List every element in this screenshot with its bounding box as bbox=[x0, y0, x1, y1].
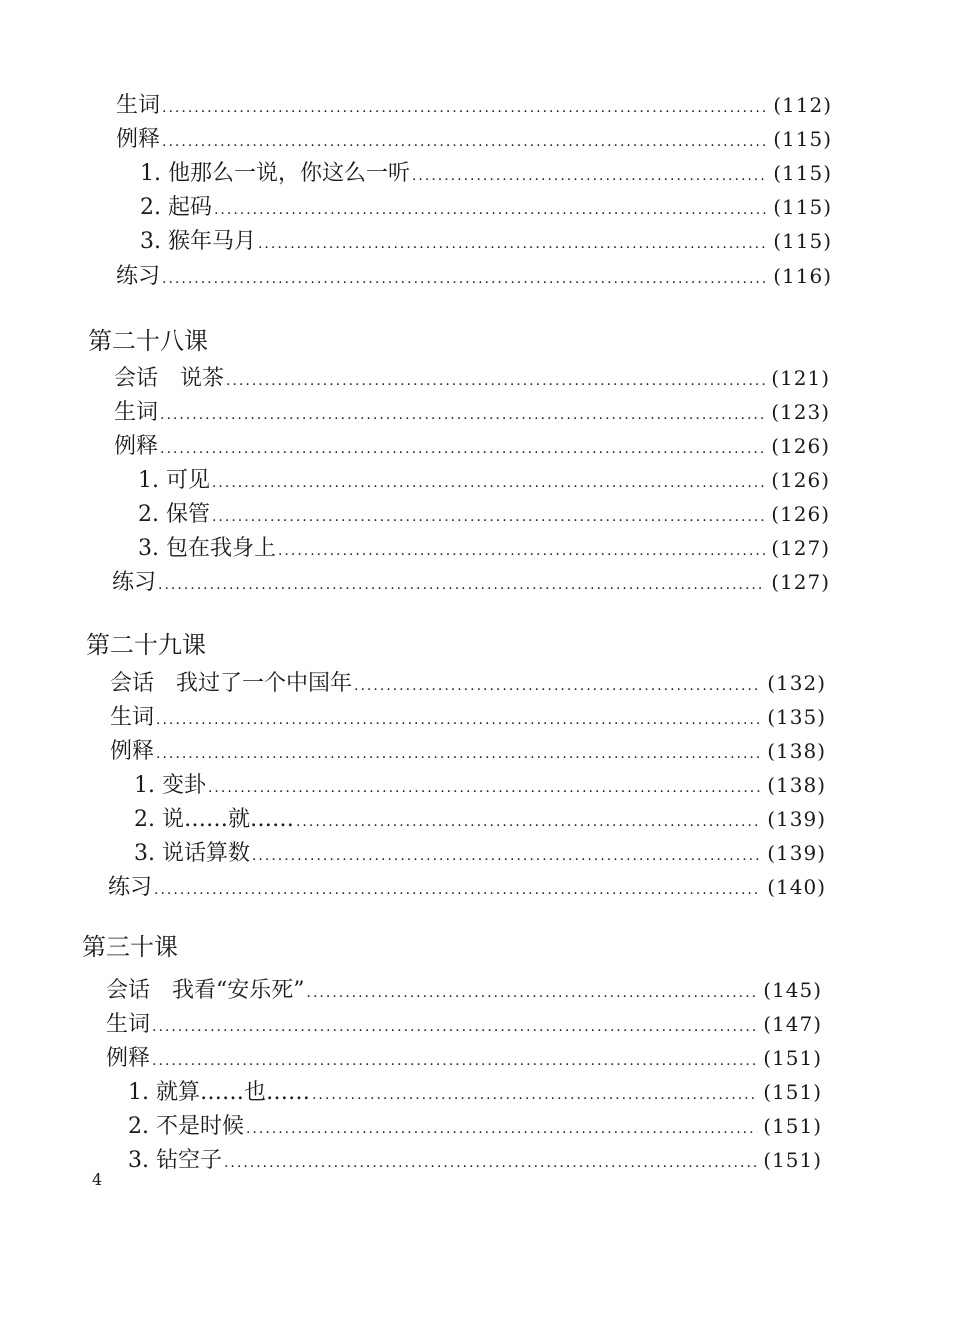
toc-entry[interactable] bbox=[134, 838, 826, 871]
dot-leader bbox=[208, 773, 761, 803]
dot-leader bbox=[258, 229, 767, 259]
page-number: 4 bbox=[92, 1170, 103, 1189]
entry-text: 会话 我过了一个中国年 bbox=[110, 671, 353, 696]
entry-page: (115) bbox=[773, 127, 832, 151]
dot-leader bbox=[162, 127, 767, 157]
entry-text: 会话 说茶 bbox=[114, 366, 225, 391]
lesson-title[interactable]: 第三十课 bbox=[82, 933, 178, 961]
dot-leader bbox=[278, 536, 765, 566]
entry-text: 1. 就算……也…… bbox=[128, 1080, 310, 1105]
entry-page: (126) bbox=[771, 468, 830, 492]
entry-text: 2. 不是时候 bbox=[128, 1114, 244, 1139]
dot-leader bbox=[160, 400, 765, 430]
dot-leader bbox=[252, 841, 761, 871]
toc-entry[interactable] bbox=[108, 872, 826, 905]
lesson-title[interactable]: 第二十九课 bbox=[86, 631, 206, 659]
dot-leader bbox=[212, 468, 765, 498]
toc-entry[interactable] bbox=[134, 770, 826, 803]
entry-page: (123) bbox=[771, 400, 830, 424]
dot-leader bbox=[226, 366, 765, 396]
toc-entry[interactable] bbox=[128, 1111, 822, 1144]
entry-page: (126) bbox=[771, 502, 830, 526]
entry-page: (139) bbox=[767, 807, 826, 831]
dot-leader bbox=[152, 1046, 757, 1076]
toc-entry[interactable] bbox=[116, 124, 832, 157]
entry-text: 2. 起码 bbox=[140, 195, 212, 220]
entry-page: (140) bbox=[767, 875, 826, 899]
entry-page: (126) bbox=[771, 434, 830, 458]
entry-text: 会话 我看“安乐死” bbox=[106, 978, 305, 1003]
toc-entry[interactable] bbox=[116, 90, 832, 123]
entry-text: 例释 bbox=[114, 434, 159, 459]
toc-entry[interactable] bbox=[138, 499, 830, 532]
dot-leader bbox=[246, 1114, 757, 1144]
entry-text: 练习 bbox=[116, 264, 161, 289]
dot-leader bbox=[307, 978, 758, 1008]
dot-leader bbox=[156, 739, 761, 769]
entry-page: (151) bbox=[763, 1114, 822, 1138]
dot-leader bbox=[162, 264, 767, 294]
entry-text: 例释 bbox=[116, 127, 161, 152]
entry-page: (127) bbox=[771, 570, 830, 594]
entry-page: (147) bbox=[763, 1012, 822, 1036]
entry-page: (151) bbox=[763, 1046, 822, 1070]
entry-text: 生词 bbox=[114, 400, 159, 425]
entry-text: 3. 说话算数 bbox=[134, 841, 250, 866]
entry-page: (132) bbox=[767, 671, 826, 695]
entry-text: 生词 bbox=[106, 1012, 151, 1037]
dot-leader bbox=[214, 195, 767, 225]
entry-page: (116) bbox=[773, 264, 832, 288]
toc-entry[interactable] bbox=[106, 975, 822, 1008]
entry-text: 例释 bbox=[106, 1046, 151, 1071]
entry-text: 练习 bbox=[108, 875, 153, 900]
toc-entry[interactable] bbox=[116, 261, 832, 294]
entry-text: 生词 bbox=[110, 705, 155, 730]
entry-page: (138) bbox=[767, 739, 826, 763]
dot-leader bbox=[160, 434, 765, 464]
toc-entry[interactable] bbox=[128, 1077, 822, 1110]
entry-page: (115) bbox=[773, 161, 832, 185]
entry-text: 3. 猴年马月 bbox=[140, 229, 256, 254]
entry-text: 2. 说……就…… bbox=[134, 807, 294, 832]
dot-leader bbox=[156, 705, 761, 735]
dot-leader bbox=[152, 1012, 757, 1042]
lesson-title[interactable]: 第二十八课 bbox=[88, 327, 208, 355]
toc-entry[interactable] bbox=[138, 533, 830, 566]
entry-page: (145) bbox=[763, 978, 822, 1002]
entry-page: (138) bbox=[767, 773, 826, 797]
entry-text: 1. 可见 bbox=[138, 468, 210, 493]
entry-text: 3. 包在我身上 bbox=[138, 536, 276, 561]
dot-leader bbox=[354, 671, 761, 701]
toc-entry[interactable] bbox=[106, 1009, 822, 1042]
toc-entry[interactable] bbox=[114, 363, 830, 396]
toc-entry[interactable] bbox=[106, 1043, 822, 1076]
dot-leader bbox=[312, 1080, 757, 1110]
entry-page: (112) bbox=[773, 93, 832, 117]
dot-leader bbox=[212, 502, 765, 532]
entry-page: (151) bbox=[763, 1080, 822, 1104]
toc-entry[interactable] bbox=[138, 465, 830, 498]
toc-entry[interactable] bbox=[112, 567, 830, 600]
entry-text: 3. 钻空子 bbox=[128, 1148, 222, 1173]
entry-text: 1. 变卦 bbox=[134, 773, 206, 798]
toc-entry[interactable] bbox=[140, 226, 832, 259]
toc-entry[interactable] bbox=[128, 1145, 822, 1178]
toc-entry[interactable] bbox=[140, 158, 832, 191]
entry-page: (139) bbox=[767, 841, 826, 865]
toc-entry[interactable] bbox=[110, 702, 826, 735]
toc-entry[interactable] bbox=[140, 192, 832, 225]
dot-leader bbox=[158, 570, 765, 600]
dot-leader bbox=[296, 807, 761, 837]
entry-text: 1. 他那么一说，你这么一听 bbox=[140, 161, 410, 186]
dot-leader bbox=[412, 161, 767, 191]
entry-text: 练习 bbox=[112, 570, 157, 595]
dot-leader bbox=[162, 93, 767, 123]
entry-text: 生词 bbox=[116, 93, 161, 118]
entry-page: (151) bbox=[763, 1148, 822, 1172]
toc-entry[interactable] bbox=[110, 736, 826, 769]
dot-leader bbox=[154, 875, 761, 905]
entry-page: (115) bbox=[773, 229, 832, 253]
entry-text: 2. 保管 bbox=[138, 502, 210, 527]
toc-entry[interactable] bbox=[134, 804, 826, 837]
entry-page: (115) bbox=[773, 195, 832, 219]
entry-text: 例释 bbox=[110, 739, 155, 764]
entry-page: (135) bbox=[767, 705, 826, 729]
toc-entry[interactable] bbox=[114, 397, 830, 430]
entry-page: (121) bbox=[771, 366, 830, 390]
dot-leader bbox=[224, 1148, 757, 1178]
toc-entry[interactable] bbox=[114, 431, 830, 464]
toc-entry[interactable] bbox=[110, 668, 826, 701]
entry-page: (127) bbox=[771, 536, 830, 560]
